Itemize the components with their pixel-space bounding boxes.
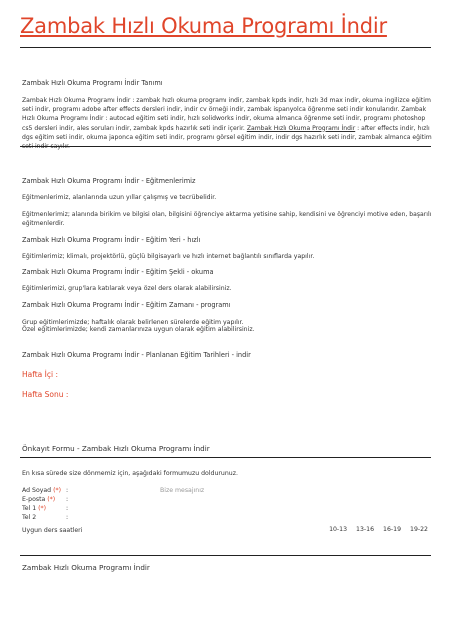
signup-divider (20, 457, 431, 458)
phone2-label: Tel 2 (22, 514, 37, 521)
place-text: Eğitimlerimiz; klimalı, projektörlü, güçlü bilgisayarlı ve hızlı internet bağlantılı sınıflarda yapılır. (22, 253, 315, 260)
time-text-2: Özel eğitimlerimizde; kendi zamanlarınıza uygun olarak eğitim alabilirsiniz. (22, 326, 255, 333)
trainers-heading: Zambak Hızlı Okuma Programı İndir - Eğitmenlerimiz (22, 177, 196, 185)
signup-heading: Önkayıt Formu - Zambak Hızlı Okuma Programı İndir (22, 444, 210, 453)
required-marker: (*) (47, 496, 56, 503)
hours-option-10-13[interactable]: 10-13 (329, 526, 348, 533)
phone2-field[interactable] (22, 514, 142, 523)
time-text-1: Grup eğitimlerimizde; haftalık olarak belirlenen sürelerde eğitim yapılır. (22, 319, 244, 326)
intro-body-text: Zambak Hızlı Okuma Programı İndir : zambak hızlı okuma programı indir, zambak kpds indir, hızlı 3d max indir, okuma ingilizce eğitim seti indir, programı adobe after effects dersleri indir, indir cv örneği indir, zambak ispanyolca öğrenme seti indir konularıdır. Zambak Hızlı Okuma Programı İndir : autocad eğitim seti indir, hızlı solidworks indir, okuma almanca öğrenme seti indir, programı photoshop cs5 dersleri indir, ales soruları indir, zambak kpds hazırlık seti indir içerir. (22, 97, 431, 132)
footer-heading: Zambak Hızlı Okuma Programı İndir (22, 563, 150, 572)
field-colon: : (66, 496, 69, 503)
title-divider (20, 47, 431, 48)
page-title: Zambak Hızlı Okuma Programı İndir (20, 14, 387, 38)
phone1-label: Tel 1 (22, 505, 37, 512)
hours-option-19-22[interactable]: 19-22 (410, 526, 428, 533)
required-marker: (*) (38, 505, 47, 512)
intro-body-tail: : after effects indir, hızlı dgs eğitim seti indir, okuma japonca eğitim seti indir, programı görsel eğitim indir, indir dgs hazırlık seti indir, zambak almanca eğitim (22, 124, 432, 141)
message-textarea[interactable]: Bize mesajınız (160, 487, 205, 494)
intro-heading: Zambak Hızlı Okuma Programı İndir Tanımı (22, 79, 163, 87)
field-colon: : (66, 505, 69, 512)
email-field[interactable] (22, 496, 142, 505)
field-colon: : (66, 514, 69, 521)
weekday-label: Hafta İçi : (22, 370, 58, 379)
intro-link[interactable]: Zambak Hızlı Okuma Programı İndir (246, 124, 356, 132)
email-label: E-posta (22, 496, 46, 503)
trainers-text-2: Eğitmenlerimiz; alanında birikim ve bilgisi olan, bilgisini öğrenciye aktarma yetisine sahip, kendisini ve öğrenciyi motive eden, başarılı eğitmenlerdir. (22, 211, 432, 228)
intro-paragraph (22, 96, 432, 151)
intro-divider (20, 146, 431, 147)
weekend-label: Hafta Sonu : (22, 390, 69, 399)
format-text: Eğitimlerimizi, grup'lara katılarak veya özel ders olarak alabilirsiniz. (22, 285, 232, 292)
trainers-text-1: Eğitmenlerimiz, alanlarında uzun yıllar çalışmış ve tecrübelidir. (22, 194, 217, 201)
name-field[interactable] (22, 487, 142, 496)
place-heading: Zambak Hızlı Okuma Programı İndir - Eğitim Yeri - hızlı (22, 236, 201, 244)
form-divider (20, 555, 431, 556)
signup-intro: En kısa sürede size dönmemiz için, aşağıdaki formumuzu doldurunuz. (22, 470, 238, 477)
name-label: Ad Soyad (22, 487, 52, 494)
hours-options (329, 526, 428, 533)
format-heading: Zambak Hızlı Okuma Programı İndir - Eğitim Şekli - okuma (22, 268, 214, 276)
hours-option-13-16[interactable]: 13-16 (356, 526, 375, 533)
required-marker: (*) (53, 487, 62, 494)
hours-option-16-19[interactable]: 16-19 (383, 526, 402, 533)
time-heading: Zambak Hızlı Okuma Programı İndir - Eğitim Zamanı - programı (22, 301, 231, 309)
field-colon: : (66, 487, 69, 494)
phone1-field[interactable] (22, 505, 142, 514)
hours-label: Uygun ders saatleri (22, 527, 83, 534)
dates-heading: Zambak Hızlı Okuma Programı İndir - Planlanan Eğitim Tarihleri - indir (22, 351, 251, 359)
